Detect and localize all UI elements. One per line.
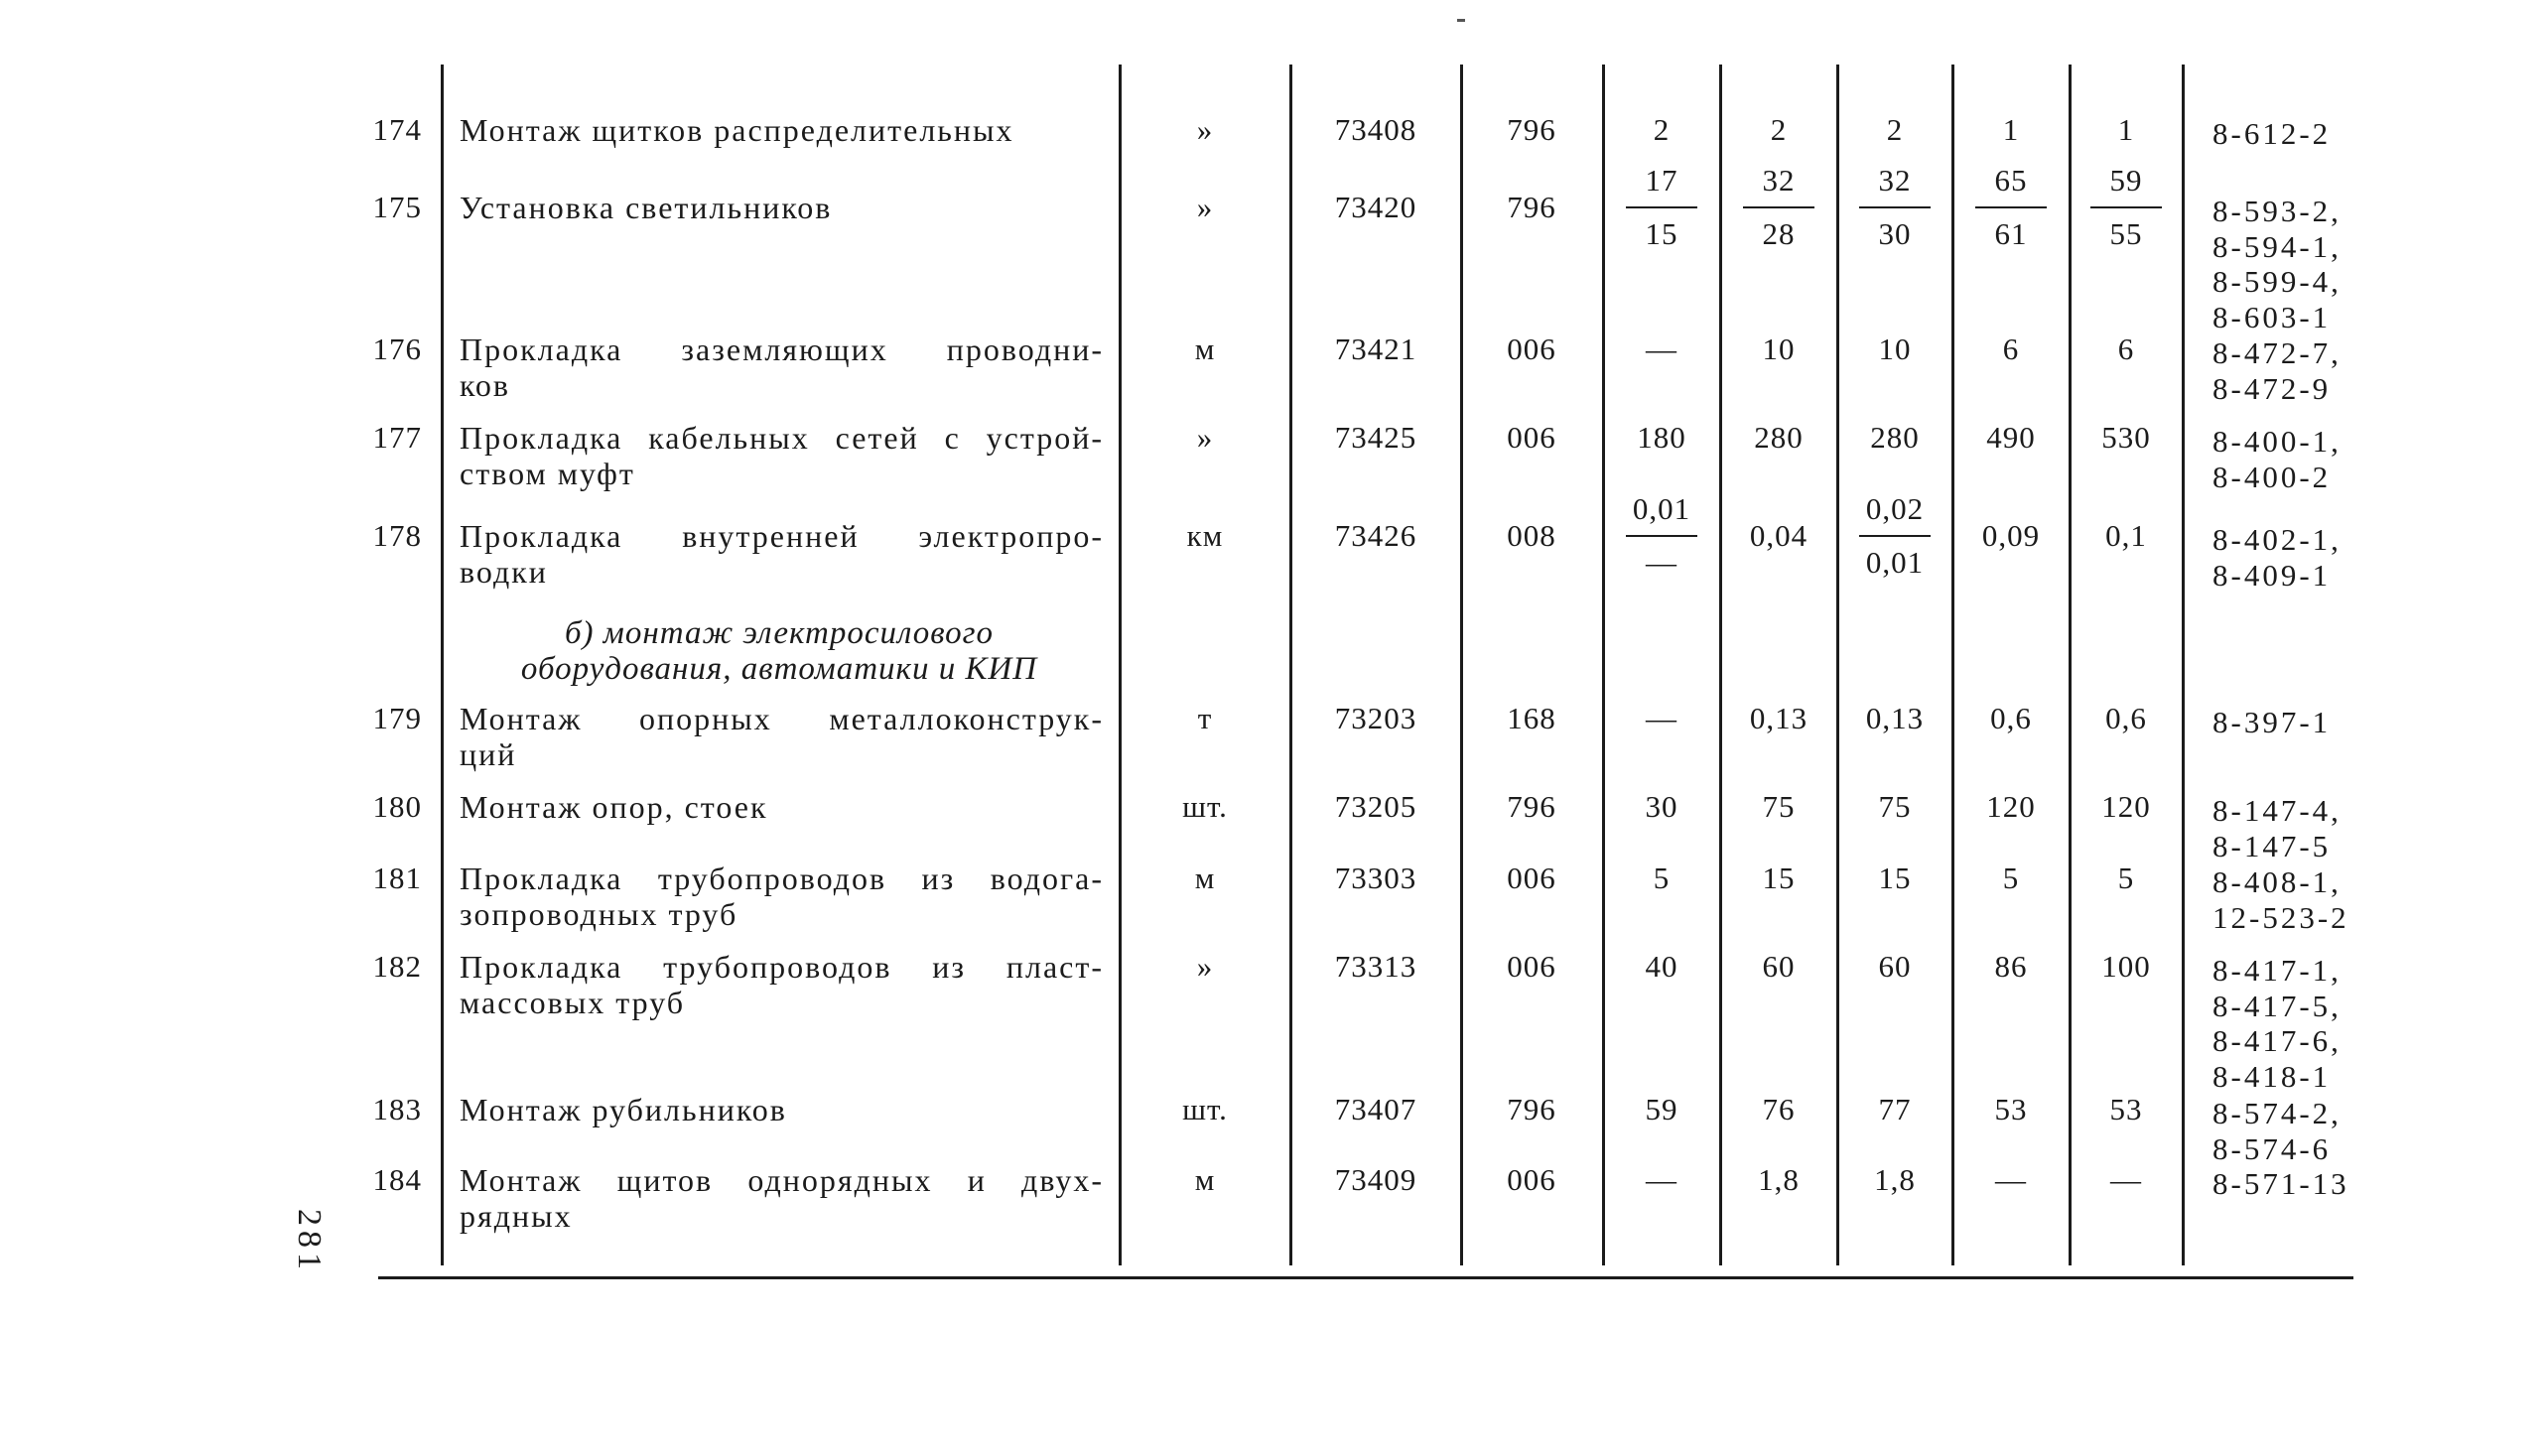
okei-code: 796 bbox=[1507, 1092, 1556, 1126]
value-cell: 1,8 bbox=[1874, 1162, 1916, 1197]
section-heading-line-1: б) монтаж электросилового bbox=[564, 615, 995, 651]
fraction-numerator: 0,02 bbox=[1865, 491, 1925, 526]
fraction-numerator: 17 bbox=[1645, 163, 1678, 198]
code: 73426 bbox=[1334, 518, 1417, 553]
value-cell: 75 bbox=[1762, 789, 1796, 824]
row-number: 178 bbox=[372, 518, 422, 553]
value-cell: 0,6 bbox=[2105, 701, 2147, 735]
code: 73203 bbox=[1334, 701, 1417, 735]
value-cell: 2 bbox=[1770, 112, 1788, 147]
fraction-denominator: 30 bbox=[1878, 216, 1912, 251]
row-number: 181 bbox=[372, 860, 422, 895]
fraction-denominator: 61 bbox=[1994, 216, 2028, 251]
row-number: 182 bbox=[372, 949, 422, 984]
reference: 8-603-1 bbox=[2212, 299, 2332, 334]
item-name-line: Монтаж щитков распределительных bbox=[460, 112, 1014, 148]
value-cell: 40 bbox=[1645, 949, 1678, 984]
value-cell: 15 bbox=[1878, 860, 1912, 895]
code: 73409 bbox=[1334, 1162, 1417, 1197]
fraction-line bbox=[1743, 206, 1814, 208]
row-number: 184 bbox=[372, 1162, 422, 1197]
item-name-line: ством муфт bbox=[460, 456, 635, 491]
row-number: 183 bbox=[372, 1092, 422, 1126]
value-cell: 86 bbox=[1994, 949, 2028, 984]
code: 73407 bbox=[1334, 1092, 1417, 1126]
unit: м bbox=[1194, 331, 1216, 366]
reference: 8-409-1 bbox=[2212, 557, 2332, 593]
item-name-line: Прокладка трубопроводов из водога- bbox=[460, 860, 1104, 896]
okei-code: 006 bbox=[1507, 331, 1556, 366]
row-number: 179 bbox=[372, 701, 422, 735]
okei-code: 168 bbox=[1507, 701, 1556, 735]
value-cell: 5 bbox=[2002, 860, 2020, 895]
unit: м bbox=[1194, 860, 1216, 895]
unit: » bbox=[1196, 112, 1214, 147]
unit: » bbox=[1196, 420, 1214, 455]
fraction-numerator: 59 bbox=[2109, 163, 2143, 198]
code: 73408 bbox=[1334, 112, 1417, 147]
value-cell: 120 bbox=[1986, 789, 2036, 824]
value-cell: 180 bbox=[1637, 420, 1686, 455]
item-name-line: Прокладка кабельных сетей с устрой- bbox=[460, 420, 1104, 456]
unit: » bbox=[1196, 949, 1214, 984]
value-cell: 6 bbox=[2002, 331, 2020, 366]
fraction-numerator: 32 bbox=[1878, 163, 1912, 198]
unit: м bbox=[1194, 1162, 1216, 1197]
value-cell: 120 bbox=[2101, 789, 2151, 824]
reference: 8-599-4, bbox=[2212, 264, 2342, 299]
reference: 8-574-6 bbox=[2212, 1130, 2332, 1166]
reference: 8-147-4, bbox=[2212, 793, 2342, 828]
value-cell: 0,04 bbox=[1749, 518, 1808, 553]
value-cell: — bbox=[1646, 1162, 1677, 1197]
reference: 8-612-2 bbox=[2212, 116, 2332, 151]
fraction-line bbox=[2090, 206, 2162, 208]
item-name-line: ций bbox=[460, 736, 517, 772]
fraction-line bbox=[1859, 206, 1931, 208]
reference: 8-408-1, bbox=[2212, 864, 2342, 899]
unit: шт. bbox=[1182, 1092, 1228, 1126]
value-cell: — bbox=[2110, 1162, 2142, 1197]
fraction-numerator: 32 bbox=[1762, 163, 1796, 198]
value-cell: 2 bbox=[1886, 112, 1904, 147]
fraction-denominator: 15 bbox=[1645, 216, 1678, 251]
fraction-line bbox=[1626, 535, 1697, 537]
value-cell: 100 bbox=[2101, 949, 2151, 984]
value-cell: 6 bbox=[2117, 331, 2135, 366]
fraction-line bbox=[1859, 535, 1931, 537]
value-cell: 0,13 bbox=[1865, 701, 1925, 735]
code: 73313 bbox=[1334, 949, 1417, 984]
unit: т bbox=[1197, 701, 1213, 735]
fraction-denominator: 0,01 bbox=[1865, 545, 1925, 580]
code: 73303 bbox=[1334, 860, 1417, 895]
item-name-line: Монтаж опорных металлоконструк- bbox=[460, 701, 1104, 736]
fraction-line bbox=[1626, 206, 1697, 208]
value-cell: 30 bbox=[1645, 789, 1678, 824]
value-cell: 10 bbox=[1762, 331, 1796, 366]
okei-code: 008 bbox=[1507, 518, 1556, 553]
value-cell: 0,6 bbox=[1990, 701, 2032, 735]
value-cell: — bbox=[1995, 1162, 2027, 1197]
reference: 8-472-9 bbox=[2212, 370, 2332, 406]
reference: 8-574-2, bbox=[2212, 1096, 2342, 1130]
code: 73420 bbox=[1334, 190, 1417, 224]
fraction-numerator: 0,01 bbox=[1632, 491, 1691, 526]
value-cell: 77 bbox=[1878, 1092, 1912, 1126]
reference: 8-400-2 bbox=[2212, 459, 2332, 494]
reference: 8-400-1, bbox=[2212, 424, 2342, 459]
item-name-line: Монтаж щитов однорядных и двух- bbox=[460, 1162, 1104, 1198]
fraction-numerator: 65 bbox=[1994, 163, 2028, 198]
row-number: 177 bbox=[372, 420, 422, 455]
okei-code: 006 bbox=[1507, 420, 1556, 455]
row-number: 174 bbox=[372, 112, 422, 147]
item-name-line: Установка светильников bbox=[460, 190, 833, 225]
value-cell: 59 bbox=[1645, 1092, 1678, 1126]
unit: км bbox=[1186, 518, 1224, 553]
item-name-line: водки bbox=[460, 554, 548, 590]
value-cell: 5 bbox=[2117, 860, 2135, 895]
okei-code: 006 bbox=[1507, 860, 1556, 895]
value-cell: 60 bbox=[1762, 949, 1796, 984]
row-number: 176 bbox=[372, 331, 422, 366]
value-cell: 0,1 bbox=[2105, 518, 2147, 553]
section-heading-line-2: оборудования, автоматики и КИП bbox=[520, 651, 1038, 687]
page-number: 281 bbox=[291, 1209, 328, 1274]
fraction-denominator: — bbox=[1646, 545, 1677, 580]
okei-code: 796 bbox=[1507, 789, 1556, 824]
row-number: 180 bbox=[372, 789, 422, 824]
unit: » bbox=[1196, 190, 1214, 224]
unit: шт. bbox=[1182, 789, 1228, 824]
fraction-denominator: 28 bbox=[1762, 216, 1796, 251]
value-cell: 280 bbox=[1870, 420, 1920, 455]
reference: 8-402-1, bbox=[2212, 522, 2342, 557]
item-name-line: массовых труб bbox=[460, 985, 686, 1020]
code: 73205 bbox=[1334, 789, 1417, 824]
value-cell: 530 bbox=[2101, 420, 2151, 455]
value-cell: 10 bbox=[1878, 331, 1912, 366]
code: 73421 bbox=[1334, 331, 1417, 366]
reference: 8-472-7, bbox=[2212, 335, 2342, 370]
value-cell: 0,13 bbox=[1749, 701, 1808, 735]
value-cell: 53 bbox=[2109, 1092, 2143, 1126]
item-name-line: Монтаж рубильников bbox=[460, 1092, 787, 1127]
code: 73425 bbox=[1334, 420, 1417, 455]
item-name-line: рядных bbox=[460, 1198, 573, 1234]
okei-code: 006 bbox=[1507, 949, 1556, 984]
reference: 8-417-5, bbox=[2212, 988, 2342, 1023]
value-cell: 15 bbox=[1762, 860, 1796, 895]
okei-code: 796 bbox=[1507, 112, 1556, 147]
value-cell: 76 bbox=[1762, 1092, 1796, 1126]
reference: 8-594-1, bbox=[2212, 228, 2342, 264]
value-cell: 75 bbox=[1878, 789, 1912, 824]
item-name-line: Прокладка заземляющих проводни- bbox=[460, 331, 1104, 367]
okei-code: 006 bbox=[1507, 1162, 1556, 1197]
value-cell: — bbox=[1646, 331, 1677, 366]
reference: 8-147-5 bbox=[2212, 828, 2332, 863]
item-name-line: Прокладка трубопроводов из пласт- bbox=[460, 949, 1104, 985]
value-cell: 60 bbox=[1878, 949, 1912, 984]
value-cell: 1,8 bbox=[1758, 1162, 1800, 1197]
reference: 8-593-2, bbox=[2212, 194, 2342, 228]
okei-code: 796 bbox=[1507, 190, 1556, 224]
fraction-denominator: 55 bbox=[2109, 216, 2143, 251]
value-cell: — bbox=[1646, 701, 1677, 735]
value-cell: 1 bbox=[2117, 112, 2135, 147]
reference: 12-523-2 bbox=[2212, 899, 2349, 935]
fraction-line bbox=[1975, 206, 2047, 208]
value-cell: 53 bbox=[1994, 1092, 2028, 1126]
value-cell: 490 bbox=[1986, 420, 2036, 455]
reference: 8-397-1 bbox=[2212, 705, 2332, 739]
reference: 8-571-13 bbox=[2212, 1166, 2349, 1201]
item-name-line: зопроводных труб bbox=[460, 896, 738, 932]
item-name-line: Прокладка внутренней электропро- bbox=[460, 518, 1104, 554]
value-cell: 1 bbox=[2002, 112, 2020, 147]
value-cell: 2 bbox=[1653, 112, 1671, 147]
value-cell: 5 bbox=[1653, 860, 1671, 895]
row-number: 175 bbox=[372, 190, 422, 224]
item-name-line: Монтаж опор, стоек bbox=[460, 789, 768, 825]
item-name-line: ков bbox=[460, 367, 511, 403]
reference: 8-417-1, bbox=[2212, 953, 2342, 988]
value-cell: 0,09 bbox=[1981, 518, 2041, 553]
reference: 8-418-1 bbox=[2212, 1058, 2332, 1094]
reference: 8-417-6, bbox=[2212, 1023, 2342, 1058]
value-cell: 280 bbox=[1754, 420, 1804, 455]
